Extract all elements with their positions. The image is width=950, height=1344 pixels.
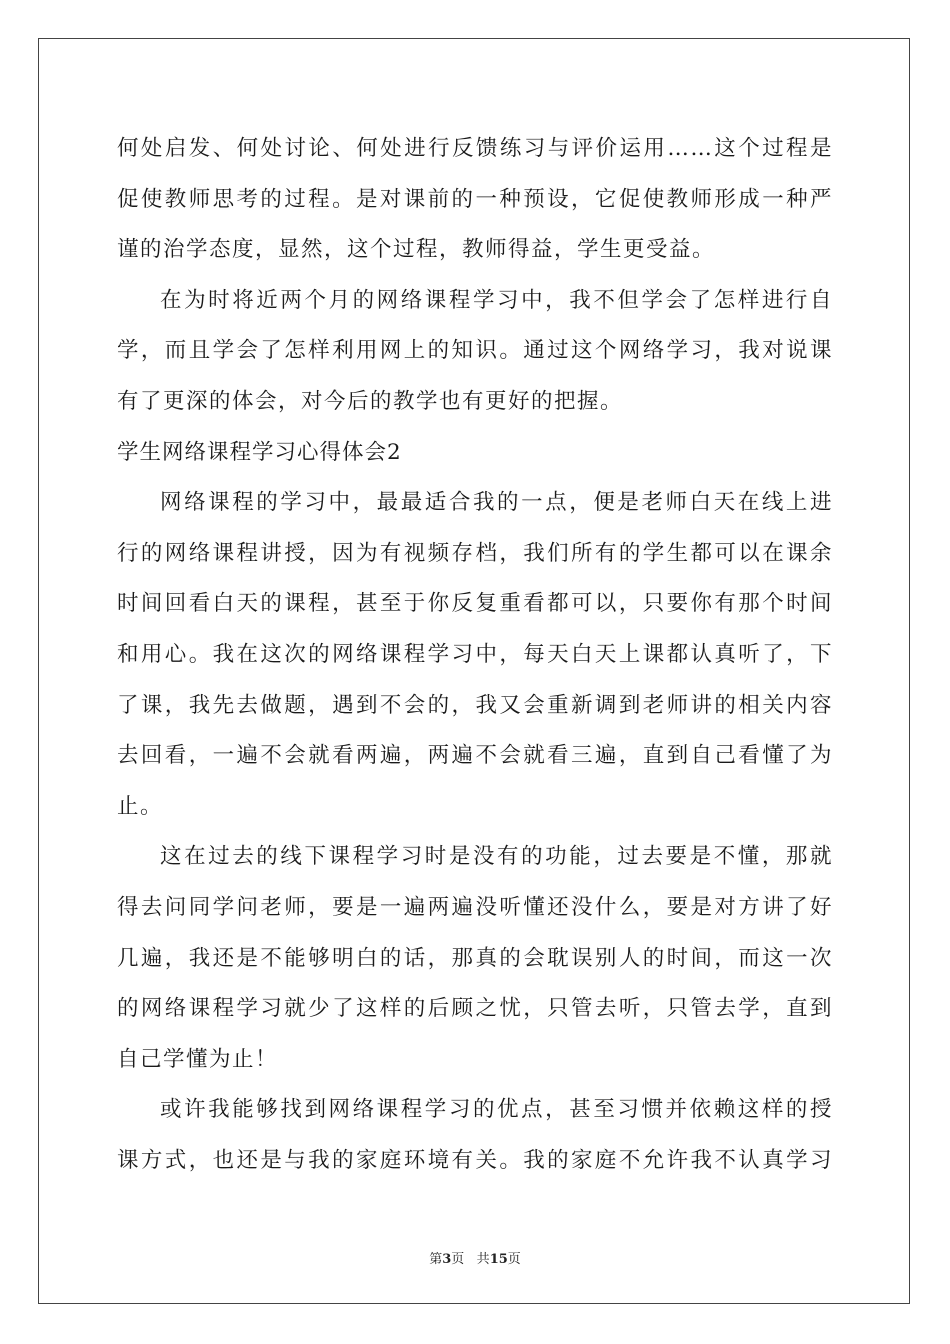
text-line: 促使教师思考的过程。是对课前的一种预设，它促使教师形成一种严 <box>117 186 833 212</box>
text-line: 去回看，一遍不会就看两遍，两遍不会就看三遍，直到自己看懂了为 <box>117 743 833 769</box>
text-line: 和用心。我在这次的网络课程学习中，每天白天上课都认真听了，下 <box>117 641 833 667</box>
text-line: 谨的治学态度，显然，这个过程，教师得益，学生更受益。 <box>117 237 716 263</box>
text-line: 有了更深的体会，对今后的教学也有更好的把握。 <box>117 388 624 414</box>
total-pages: 15 <box>489 1252 508 1267</box>
page-suffix: 页 <box>451 1252 465 1267</box>
section-heading: 学生网络课程学习心得体会2 <box>117 439 402 465</box>
text-line: 这在过去的线下课程学习时是没有的功能，过去要是不懂，那就 <box>160 844 833 870</box>
text-line: 网络课程的学习中，最最适合我的一点，便是老师白天在线上进 <box>160 490 833 516</box>
text-line: 的网络课程学习就少了这样的后顾之忧，只管去听，只管去学，直到 <box>117 996 833 1022</box>
text-line: 在为时将近两个月的网络课程学习中，我不但学会了怎样进行自 <box>160 287 833 313</box>
text-line: 行的网络课程讲授，因为有视频存档，我们所有的学生都可以在课余 <box>117 540 833 566</box>
total-prefix: 共 <box>476 1252 490 1267</box>
page-footer <box>0 1248 950 1267</box>
text-line: 或许我能够找到网络课程学习的优点，甚至习惯并依赖这样的授 <box>160 1097 833 1123</box>
text-line: 自己学懂为止！ <box>117 1046 279 1072</box>
text-line: 课方式，也还是与我的家庭环境有关。我的家庭不允许我不认真学习 <box>117 1147 833 1173</box>
text-line: 几遍，我还是不能够明白的话，那真的会耽误别人的时间，而这一次 <box>117 945 833 971</box>
text-line: 学，而且学会了怎样利用网上的知识。通过这个网络学习，我对说课 <box>117 338 833 364</box>
document-body <box>117 124 833 1186</box>
text-line: 了课，我先去做题，遇到不会的，我又会重新调到老师讲的相关内容 <box>117 692 833 718</box>
total-suffix: 页 <box>507 1252 521 1267</box>
text-line: 何处启发、何处讨论、何处进行反馈练习与评价运用……这个过程是 <box>117 136 833 161</box>
text-line: 时间回看白天的课程，甚至于你反复重看都可以，只要你有那个时间 <box>117 591 833 617</box>
text-line: 得去问同学问老师，要是一遍两遍没听懂还没什么，要是对方讲了好 <box>117 894 833 920</box>
text-line: 止。 <box>117 793 164 819</box>
page-number: 3 <box>442 1252 452 1267</box>
page-prefix: 第 <box>429 1252 443 1267</box>
